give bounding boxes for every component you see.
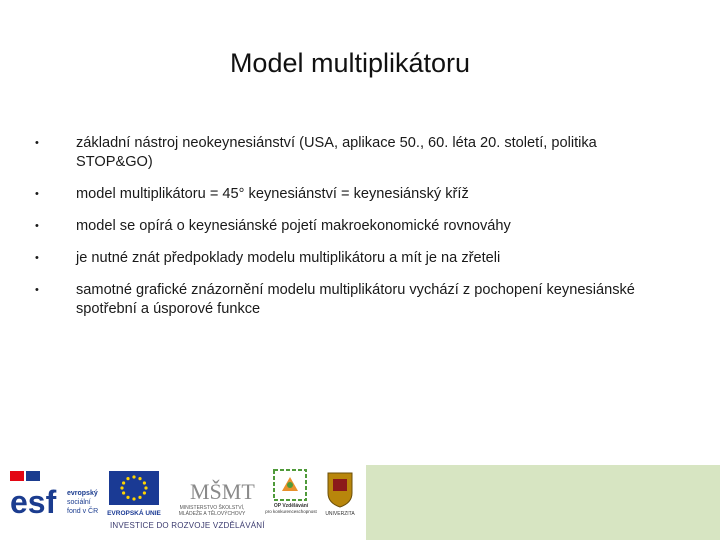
footer-tagline: INVESTICE DO ROZVOJE VZDĚLÁVÁNÍ bbox=[110, 521, 265, 530]
svg-text:sociální: sociální bbox=[67, 499, 91, 506]
bullet-marker: • bbox=[35, 220, 39, 232]
footer-green-band bbox=[366, 465, 720, 540]
svg-text:pro konkurenceschopnost: pro konkurenceschopnost bbox=[265, 509, 317, 514]
bullet-item bbox=[32, 281, 672, 319]
bullet-marker: • bbox=[35, 137, 39, 149]
op-vk-logo bbox=[262, 467, 320, 515]
svg-text:UNIVERZITA: UNIVERZITA bbox=[325, 511, 355, 517]
bullet-item bbox=[32, 217, 672, 236]
bullet-list bbox=[32, 134, 672, 332]
bullet-marker: • bbox=[35, 188, 39, 200]
bullet-text: model se opírá o keynesiánské pojetí makroekonomické rovnováhy bbox=[76, 218, 511, 234]
eu-flag-logo bbox=[106, 469, 162, 517]
svg-text:MLÁDEŽE A TĚLOVÝCHOVY: MLÁDEŽE A TĚLOVÝCHOVY bbox=[178, 511, 246, 517]
bullet-marker: • bbox=[35, 252, 39, 264]
bullet-text: je nutné znát předpoklady modelu multiplikátoru a mít je na zřeteli bbox=[76, 250, 501, 266]
svg-text:evropský: evropský bbox=[67, 490, 98, 497]
svg-text:EVROPSKÁ UNIE: EVROPSKÁ UNIE bbox=[107, 510, 161, 517]
svg-text:fond v ČR: fond v ČR bbox=[67, 508, 99, 515]
bullet-item bbox=[32, 185, 672, 204]
esf-logo bbox=[10, 471, 102, 519]
university-crest-logo bbox=[322, 469, 358, 517]
bullet-text: základní nástroj neokeynesiánství (USA, aplikace 50., 60. léta 20. století, politika STOP&GO) bbox=[76, 135, 597, 170]
msmt-wordmark: MŠMT bbox=[190, 479, 255, 504]
bullet-item bbox=[32, 134, 672, 172]
svg-text:MINISTERSTVO ŠKOLSTVÍ,: MINISTERSTVO ŠKOLSTVÍ, bbox=[179, 505, 245, 511]
msmt-logo bbox=[170, 469, 255, 517]
esf-wordmark: esf bbox=[10, 484, 57, 519]
bullet-text: model multiplikátoru = 45° keynesiánství = keynesiánský kříž bbox=[76, 186, 469, 202]
slide-title: Model multiplikátoru bbox=[229, 48, 471, 78]
bullet-item bbox=[32, 249, 672, 268]
footer-logo-strip bbox=[0, 465, 720, 540]
bullet-text: samotné grafické znázornění modelu multiplikátoru vychází z pochopení keynesiánské spotřební a úsporové funkce bbox=[76, 282, 635, 317]
bullet-marker: • bbox=[35, 284, 39, 296]
svg-text:OP Vzdělávání: OP Vzdělávání bbox=[273, 503, 309, 509]
